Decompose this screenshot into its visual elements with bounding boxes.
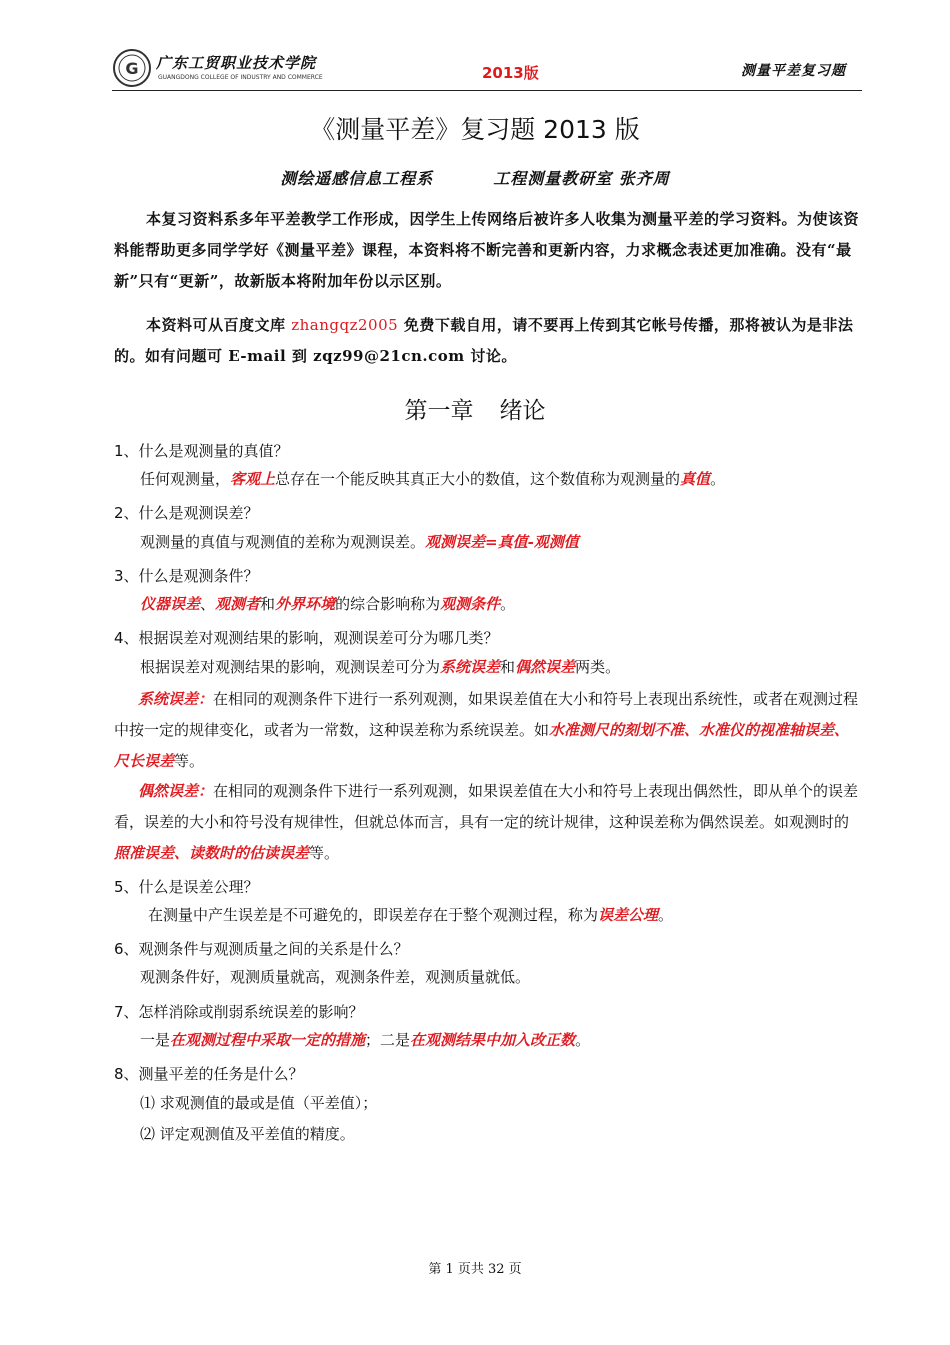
question-7: 7、怎样消除或削弱系统误差的影响？ — [114, 1003, 364, 1021]
answer-6: 观测条件好，观测质量就高，观测条件差，观测质量就低。 — [140, 968, 531, 986]
answer-emphasis: 真值 — [680, 470, 711, 488]
definition-label: 系统误差： — [138, 690, 214, 708]
question-5: 5、什么是误差公理？ — [114, 878, 259, 896]
answer-text: 一是 — [140, 1031, 171, 1049]
answer-emphasis: 外界环境 — [275, 595, 336, 613]
chapter-heading — [0, 392, 950, 425]
answer-emphasis: 系统误差 — [440, 658, 501, 676]
wenku-account: zhangqz2005 — [291, 316, 399, 334]
question-2: 2、什么是观测误差？ — [114, 504, 259, 522]
definition-text: 等。 — [174, 752, 205, 770]
edition-label: 2013版 — [482, 64, 539, 82]
intro-p2-end: 免费下载自用，请不要再上传到其它帐号传播，那将被认为是非法的。如有问题可 E-mail 到 zqz99@21cn.com 讨论。 — [114, 316, 854, 365]
school-name-en: GUANGDONG COLLEGE OF INDUSTRY AND COMMERCE — [158, 74, 323, 81]
answer-text: 。 — [500, 595, 516, 613]
question-3: 3、什么是观测条件？ — [114, 567, 259, 585]
definition-text: 在相同的观测条件下进行一系列观测，如果误差值在大小和符号上表现出偶然性，即从单个的误差看，误差的大小和符号没有规律性，但就总体而言，具有一定的统计规律，这种误差称为偶然误差。如观测时的 — [114, 782, 859, 831]
question-4: 4、根据误差对观测结果的影响，观测误差可分为哪几类？ — [114, 629, 499, 647]
question-6: 6、观测条件与观测质量之间的关系是什么？ — [114, 940, 409, 958]
chapter-number: 第一章 — [404, 398, 474, 424]
intro-paragraph-1: 本复习资料系多年平差教学工作形成，因学生上传网络后被许多人收集为测量平差的学习资料。为使该资料能帮助更多同学学好《测量平差》课程，本资料将不断完善和更新内容，力求概念表述更加准确。没有“最新”只有“更新”，故新版本将附加年份以示区别。 — [114, 210, 860, 290]
answer-text: 。 — [575, 1031, 591, 1049]
answer-text: 和 — [500, 658, 516, 676]
answer-4 — [140, 652, 860, 683]
answer-7 — [140, 1025, 860, 1056]
school-logo-icon — [112, 48, 152, 88]
answer-2 — [140, 527, 860, 558]
answer-text: 。 — [710, 470, 726, 488]
answer-text: 根据误差对观测结果的影响，观测误差可分为 — [140, 658, 441, 676]
answer-emphasis: 误差公理 — [598, 906, 659, 924]
answer-emphasis: 观测者 — [215, 595, 261, 613]
answer-3 — [140, 589, 860, 620]
svg-text:G: G — [125, 59, 139, 78]
answer-emphasis: 在观测过程中采取一定的措施 — [170, 1031, 366, 1049]
answer-emphasis: 客观上 — [230, 470, 276, 488]
answer-8-item-2: ⑵ 评定观测值及平差值的精度。 — [140, 1125, 355, 1143]
answer-text: 和 — [260, 595, 276, 613]
question-1: 1、什么是观测量的真值？ — [114, 442, 289, 460]
definition-label: 偶然误差： — [138, 782, 214, 800]
answer-text: 在测量中产生误差是不可避免的，即误差存在于整个观测过程，称为 — [148, 906, 599, 924]
chapter-name: 绪论 — [499, 398, 546, 424]
author-department: 测绘遥感信息工程系 — [280, 169, 434, 188]
definition-emphasis: 照准误差、读数时的估读误差 — [114, 844, 310, 862]
answer-emphasis: 仪器误差 — [140, 595, 201, 613]
systematic-error-definition — [114, 684, 860, 777]
school-name-cn: 广东工贸职业技术学院 — [156, 54, 317, 72]
answer-text: 观测量的真值与观测值的差称为观测误差。 — [140, 533, 426, 551]
page-header — [112, 44, 862, 91]
answer-text: 。 — [658, 906, 674, 924]
answer-emphasis: 偶然误差 — [515, 658, 576, 676]
accidental-error-definition — [114, 776, 860, 869]
definition-emphasis: 水准测尺的刻划不准、水准仪的视准轴误差、尺长误差 — [114, 721, 850, 770]
answer-text: ；二是 — [365, 1031, 411, 1049]
answer-emphasis: 观测误差=真值-观测值 — [425, 533, 579, 551]
answer-8-item-1: ⑴ 求观测值的最或是值（平差值）； — [140, 1094, 378, 1112]
answer-text: 总存在一个能反映其真正大小的数值，这个数值称为观测量的 — [275, 470, 681, 488]
intro-paragraph-2 — [114, 310, 860, 372]
definition-text: 等。 — [309, 844, 340, 862]
answer-1 — [140, 464, 860, 495]
intro-p2-start: 本资料可从百度文库 — [146, 316, 292, 334]
author-office: 工程测量教研室 张齐周 — [493, 169, 670, 188]
answer-text: 任何观测量， — [140, 470, 231, 488]
definition-text: 在相同的观测条件下进行一系列观测，如果误差值在大小和符号上表现出系统性，或者在观测过程中按一定的规律变化，或者为一常数，这种误差称为系统误差。如 — [114, 690, 859, 739]
page-footer: 第 1 页共 32 页 — [428, 1262, 522, 1277]
document-title: 《测量平差》复习题 2013 版 — [310, 115, 640, 144]
answer-text: 两类。 — [575, 658, 621, 676]
answer-5 — [148, 900, 868, 931]
answer-emphasis: 观测条件 — [440, 595, 501, 613]
question-8: 8、测量平差的任务是什么？ — [114, 1065, 304, 1083]
answer-text: 的综合影响称为 — [335, 595, 441, 613]
answer-text: 、 — [200, 595, 216, 613]
header-doc-title: 测量平差复习题 — [741, 63, 846, 79]
answer-emphasis: 在观测结果中加入改正数 — [410, 1031, 576, 1049]
authors-line — [0, 166, 950, 189]
